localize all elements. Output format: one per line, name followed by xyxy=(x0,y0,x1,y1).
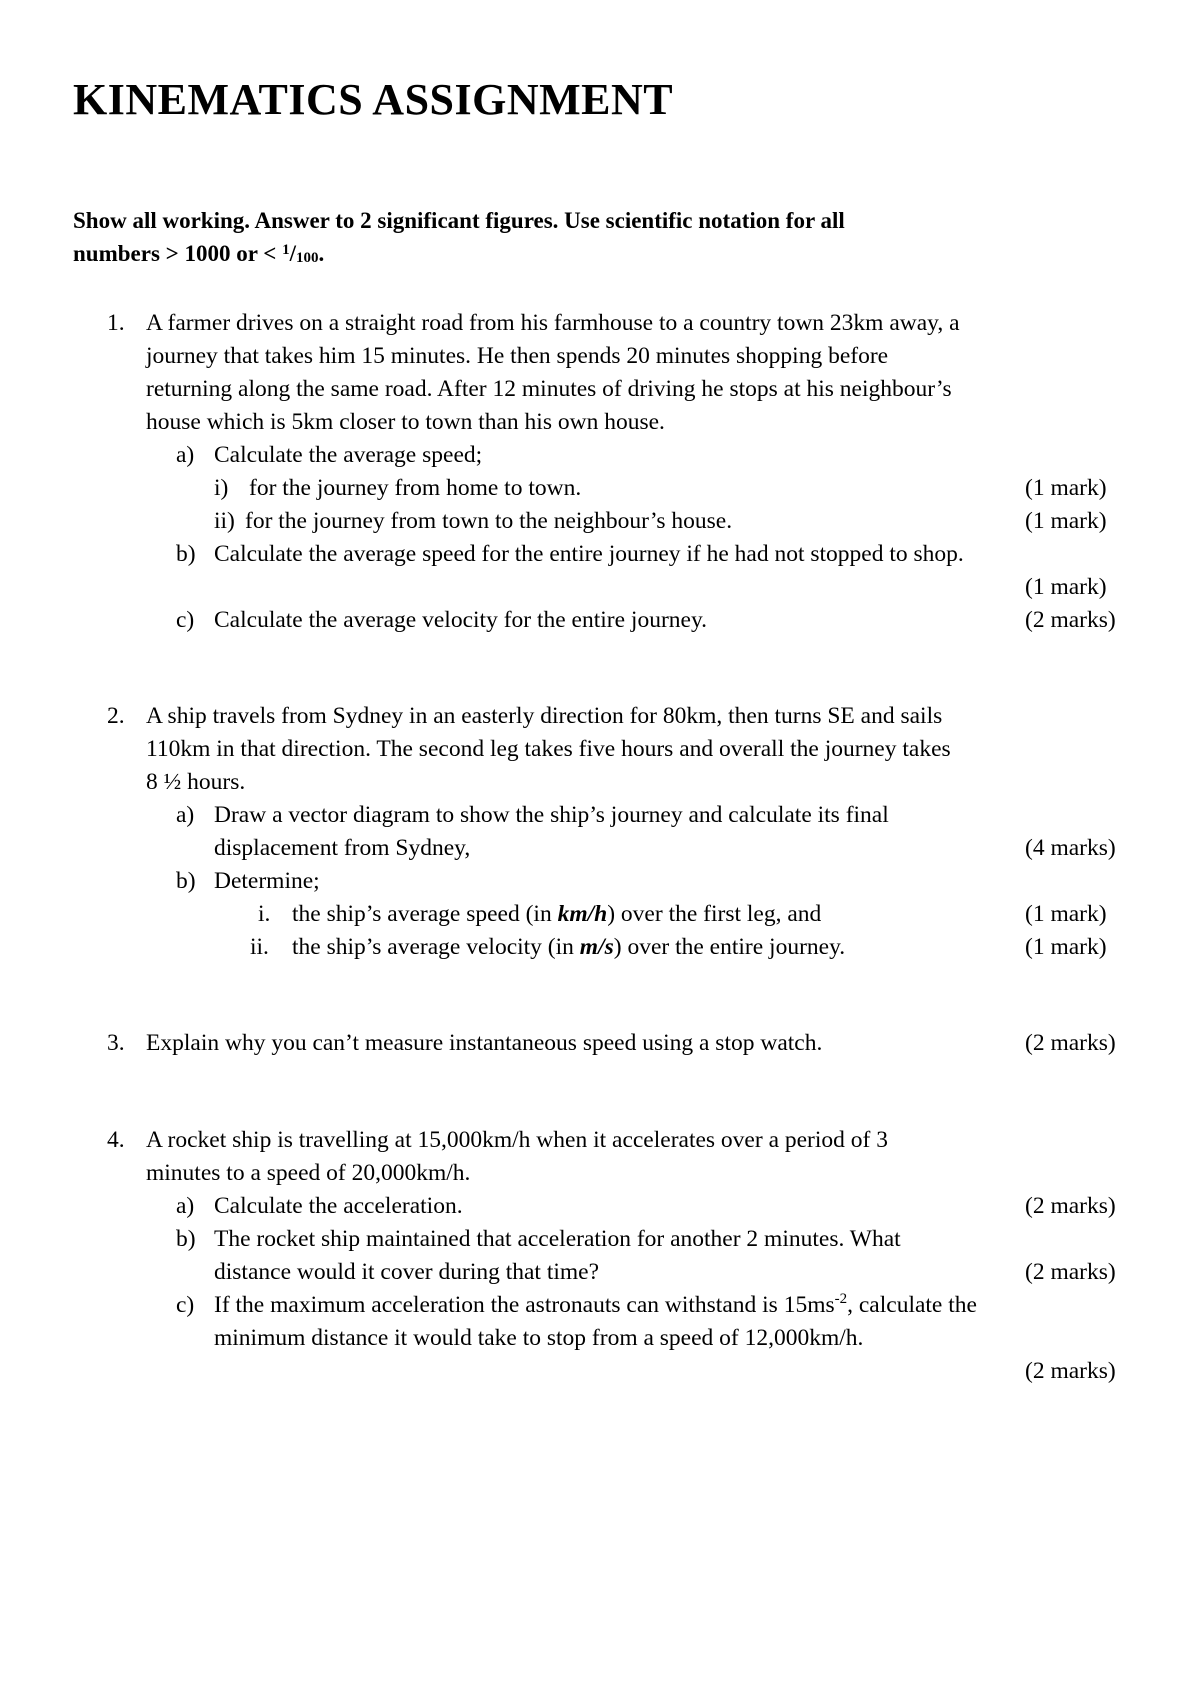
q2-text-line-3: 8 ½ hours. xyxy=(146,769,246,795)
q1a-text: Calculate the average speed; xyxy=(214,442,483,468)
unit-m-s: m/s xyxy=(579,934,614,960)
question-number-2: 2. xyxy=(107,703,125,729)
q4c-mark: (2 marks) xyxy=(1025,1358,1116,1384)
q1-text-line-3: returning along the same road. After 12 minutes of driving he stops at his neighbour’s xyxy=(146,376,952,402)
q2-text-line-2: 110km in that direction. The second leg takes five hours and overall the journey takes xyxy=(146,736,951,762)
q1b-mark: (1 mark) xyxy=(1025,574,1107,600)
instructions-line-1: Show all working. Answer to 2 significant figures. Use scientific notation for all xyxy=(73,208,845,233)
q2b-i-text-pre: the ship’s average speed (in xyxy=(292,901,558,927)
q2b-i-text xyxy=(292,898,821,931)
q2b-text: Determine; xyxy=(214,868,320,894)
question-number-3: 3. xyxy=(107,1030,125,1056)
q4c-text-line-2: minimum distance it would take to stop from a speed of 12,000km/h. xyxy=(214,1325,864,1351)
q2b-i-label: i. xyxy=(258,901,271,927)
q2b-ii-text xyxy=(292,931,845,964)
q1a-ii-label: ii) xyxy=(214,508,235,534)
q1c-mark: (2 marks) xyxy=(1025,607,1116,633)
q2b-ii-mark: (1 mark) xyxy=(1025,934,1107,960)
q4-text-line-2: minutes to a speed of 20,000km/h. xyxy=(146,1160,471,1186)
instructions: Show all working. Answer to 2 significant figures. Use scientific notation for all numbers > 1000 or < $^1/_{100}$. xyxy=(73,208,845,266)
q3-mark: (2 marks) xyxy=(1025,1030,1116,1056)
fraction-numerator: 1 xyxy=(282,242,290,258)
unit-km-h: km/h xyxy=(557,901,608,927)
instructions-line-2: numbers > 1000 or < xyxy=(73,241,283,266)
page-title: KINEMATICS ASSIGNMENT xyxy=(73,75,674,124)
exponent: -2 xyxy=(834,1291,848,1307)
fraction-denominator: 100 xyxy=(296,250,319,266)
q4b-text-line-2: distance would it cover during that time? xyxy=(214,1259,600,1285)
q4-text-line-1: A rocket ship is travelling at 15,000km/h when it accelerates over a period of 3 xyxy=(146,1127,888,1153)
q4c-label: c) xyxy=(176,1292,195,1318)
q1b-label: b) xyxy=(176,541,196,567)
q1a-ii-mark: (1 mark) xyxy=(1025,508,1107,534)
q1c-text: Calculate the average velocity for the entire journey. xyxy=(214,607,708,633)
q1a-i-label: i) xyxy=(214,475,229,501)
q1b-text: Calculate the average speed for the entire journey if he had not stopped to shop. xyxy=(214,541,964,567)
q4c-text-post: , calculate the xyxy=(847,1292,977,1318)
question-number-4: 4. xyxy=(107,1127,125,1153)
question-number-1: 1. xyxy=(107,310,125,336)
q1a-i-mark: (1 mark) xyxy=(1025,475,1107,501)
q4a-label: a) xyxy=(176,1193,195,1219)
q2a-text-line-2: displacement from Sydney, xyxy=(214,835,471,861)
q2a-mark: (4 marks) xyxy=(1025,835,1116,861)
q1a-label: a) xyxy=(176,442,195,468)
q2b-i-text-post: ) over the first leg, and xyxy=(607,901,822,927)
instructions-end: . xyxy=(318,241,325,266)
q2a-label: a) xyxy=(176,802,195,828)
q2b-ii-text-pre: the ship’s average velocity (in xyxy=(292,934,580,960)
q4b-mark: (2 marks) xyxy=(1025,1259,1116,1285)
q2b-ii-label: ii. xyxy=(250,934,269,960)
q4c-text-line-1 xyxy=(214,1289,977,1322)
q1a-ii-text: for the journey from town to the neighbour’s house. xyxy=(245,508,733,534)
q4a-mark: (2 marks) xyxy=(1025,1193,1116,1219)
q1c-label: c) xyxy=(176,607,195,633)
q1-text-line-1: A farmer drives on a straight road from his farmhouse to a country town 23km away, a xyxy=(146,310,960,336)
q2b-ii-text-post: ) over the entire journey. xyxy=(613,934,846,960)
q2a-text-line-1: Draw a vector diagram to show the ship’s journey and calculate its final xyxy=(214,802,889,828)
q1-text-line-2: journey that takes him 15 minutes. He then spends 20 minutes shopping before xyxy=(146,343,889,369)
q4c-text-pre: If the maximum acceleration the astronauts can withstand is 15ms xyxy=(214,1292,835,1318)
q2-text-line-1: A ship travels from Sydney in an easterly direction for 80km, then turns SE and sails xyxy=(146,703,943,729)
q4b-text-line-1: The rocket ship maintained that acceleration for another 2 minutes. What xyxy=(214,1226,901,1252)
q1a-i-text: for the journey from home to town. xyxy=(249,475,582,501)
q4b-label: b) xyxy=(176,1226,196,1252)
q1-text-line-4: house which is 5km closer to town than his own house. xyxy=(146,409,665,435)
q4a-text: Calculate the acceleration. xyxy=(214,1193,463,1219)
q2b-i-mark: (1 mark) xyxy=(1025,901,1107,927)
q3-text: Explain why you can’t measure instantaneous speed using a stop watch. xyxy=(146,1030,823,1056)
q2b-label: b) xyxy=(176,868,196,894)
